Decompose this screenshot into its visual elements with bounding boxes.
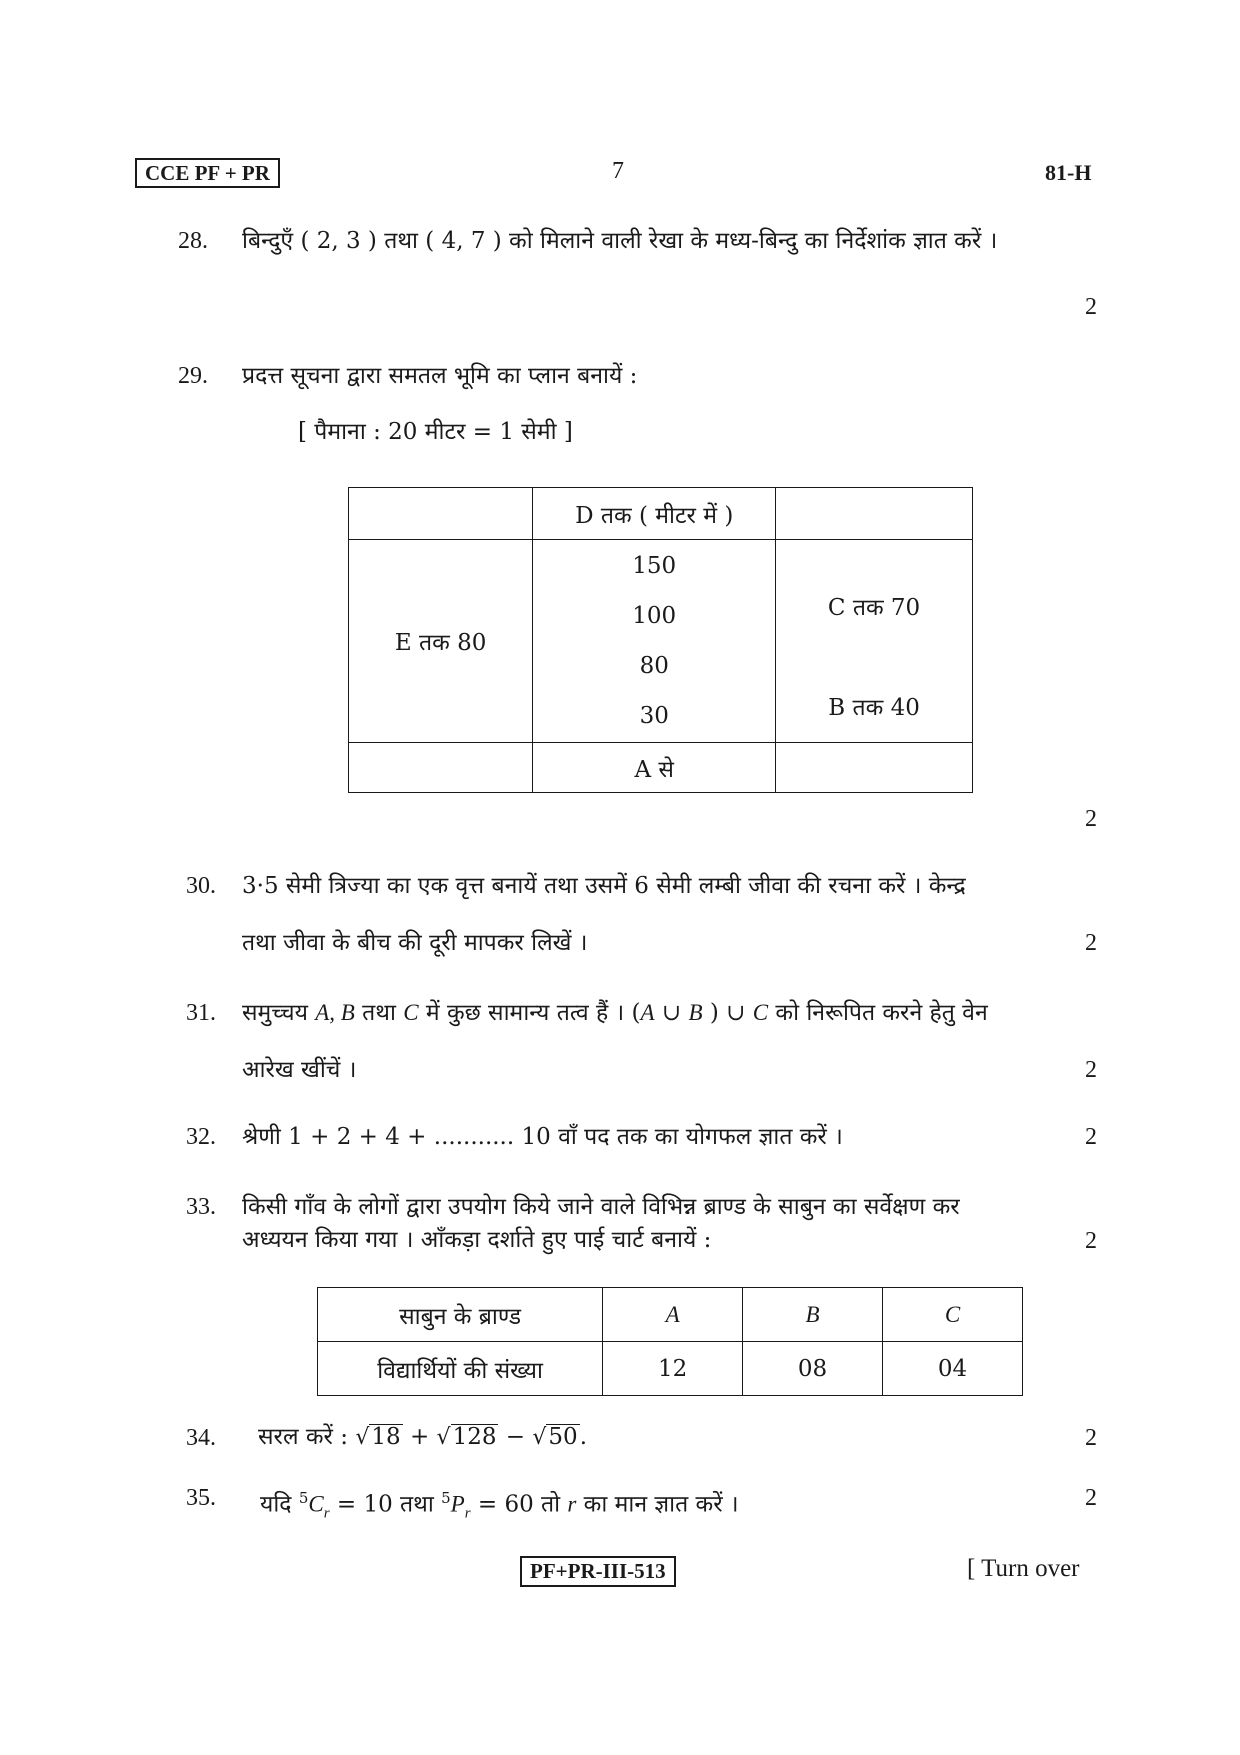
question-30-marks: 2 xyxy=(1085,930,1097,956)
q35-sub: r xyxy=(464,1505,471,1522)
question-29-scale: [ पैमाना : 20 मीटर = 1 सेमी ] xyxy=(298,419,573,445)
question-32-text: श्रेणी 1 + 2 + 4 + ........... 10 वाँ पद तक का योगफल ज्ञात करें । xyxy=(242,1124,843,1150)
q31-part: ) ∪ xyxy=(702,1000,753,1026)
question-35-text xyxy=(260,1483,739,1528)
q35-part: r xyxy=(567,1491,577,1517)
question-33-number: 33. xyxy=(186,1194,216,1220)
soap-count: 04 xyxy=(883,1342,1023,1396)
question-34-marks: 2 xyxy=(1085,1425,1097,1451)
sqrt-icon: √ xyxy=(355,1425,370,1450)
q31-part: A, B xyxy=(315,1000,355,1025)
page-number: 7 xyxy=(612,158,624,184)
q31-part: C xyxy=(403,1000,419,1025)
plan-table-cell xyxy=(349,488,533,540)
question-34-expression xyxy=(258,1422,587,1453)
question-34-number: 34. xyxy=(186,1425,216,1451)
question-31-number: 31. xyxy=(186,1000,216,1026)
q34-end: . xyxy=(579,1424,587,1450)
plan-table xyxy=(348,487,973,793)
soap-brand: A xyxy=(603,1288,743,1342)
question-35-number: 35. xyxy=(186,1485,216,1511)
question-31-marks: 2 xyxy=(1085,1057,1097,1083)
q35-part: यदि xyxy=(260,1491,292,1518)
question-30-line2: तथा जीवा के बीच की दूरी मापकर लिखें । xyxy=(242,930,588,956)
question-31-line1 xyxy=(242,998,988,1028)
plan-table-header-mid: D तक ( मीटर में ) xyxy=(533,488,776,540)
question-28-marks: 2 xyxy=(1085,294,1097,320)
plan-value: 150 xyxy=(632,553,677,579)
sqrt-icon: √ xyxy=(436,1425,451,1450)
plan-value: 100 xyxy=(632,603,677,629)
plan-table-cell xyxy=(776,743,973,793)
q35-part: P xyxy=(450,1491,465,1517)
q31-part: में कुछ सामान्य तत्व हैं । ( xyxy=(425,1000,641,1026)
q35-sub: r xyxy=(323,1505,330,1522)
header-right-code: 81-H xyxy=(1045,160,1092,185)
q34-radicand: 50 xyxy=(548,1424,578,1450)
footer-code: PF+PR-III-513 xyxy=(520,1556,676,1587)
soap-brand: C xyxy=(883,1288,1023,1342)
plan-value: 80 xyxy=(639,653,669,679)
soap-brand: B xyxy=(743,1288,883,1342)
question-30-number: 30. xyxy=(186,873,216,899)
question-29-text: प्रदत्त सूचना द्वारा समतल भूमि का प्लान बनायें : xyxy=(242,363,638,389)
q34-radicand: 128 xyxy=(452,1424,497,1450)
q34-op: − xyxy=(505,1424,526,1450)
q34-op: + xyxy=(409,1424,430,1450)
q31-part: तथा xyxy=(362,1000,396,1026)
question-33-marks: 2 xyxy=(1085,1228,1097,1254)
plan-table-left-label xyxy=(349,540,533,743)
q31-part: समुच्चय xyxy=(242,1000,308,1026)
plan-right-top: C तक 70 xyxy=(827,595,921,621)
q34-radicand: 18 xyxy=(371,1424,401,1450)
turn-over: [ Turn over xyxy=(967,1555,1080,1582)
plan-right-bottom: B तक 40 xyxy=(828,695,920,721)
q31-part: A xyxy=(640,1000,655,1025)
question-29-number: 29. xyxy=(178,363,208,389)
q35-sup: 5 xyxy=(441,1489,451,1507)
plan-table-cell xyxy=(349,743,533,793)
plan-value: 30 xyxy=(639,703,669,729)
q35-part: C xyxy=(308,1491,324,1517)
question-33-line1: किसी गाँव के लोगों द्वारा उपयोग किये जाने वाले विभिन्न ब्राण्ड के साबुन का सर्वेक्षण कर xyxy=(242,1194,960,1220)
plan-table-right-cell xyxy=(776,540,973,743)
soap-count: 08 xyxy=(743,1342,883,1396)
question-31-line2: आरेख खींचें । xyxy=(242,1057,357,1083)
plan-table-footer-mid: A से xyxy=(533,743,776,793)
question-32-marks: 2 xyxy=(1085,1124,1097,1150)
soap-table xyxy=(317,1287,1023,1396)
question-33-line2: अध्ययन किया गया । आँकड़ा दर्शाते हुए पाई चार्ट बनायें : xyxy=(242,1227,712,1253)
plan-table-values-cell xyxy=(533,540,776,743)
plan-left-label: E तक 80 xyxy=(394,630,487,656)
soap-row1-label: साबुन के ब्राण्ड xyxy=(318,1288,603,1342)
question-28-text: बिन्दुएँ ( 2, 3 ) तथा ( 4, 7 ) को मिलाने वाली रेखा के मध्य-बिन्दु का निर्देशांक ज्ञात करें । xyxy=(242,228,998,254)
question-28-number: 28. xyxy=(178,228,208,254)
question-30-line1: 3·5 सेमी त्रिज्या का एक वृत्त बनायें तथा उसमें 6 सेमी लम्बी जीवा की रचना करें । केन्द्र xyxy=(242,873,966,899)
sqrt-icon: √ xyxy=(532,1425,547,1450)
header-left-code: CCE PF + PR xyxy=(135,158,280,188)
q35-part: का मान ज्ञात करें । xyxy=(576,1491,739,1518)
q31-part: C xyxy=(752,1000,769,1025)
q35-part: = 10 तथा xyxy=(329,1491,442,1518)
soap-row2-label: विद्यार्थियों की संख्या xyxy=(318,1342,603,1396)
soap-count: 12 xyxy=(603,1342,743,1396)
question-32-number: 32. xyxy=(186,1124,216,1150)
q35-sup: 5 xyxy=(298,1489,309,1507)
plan-table-cell xyxy=(776,488,973,540)
q35-part: = 60 तो xyxy=(470,1491,568,1518)
q34-prefix: सरल करें : xyxy=(258,1424,348,1450)
question-35-marks: 2 xyxy=(1085,1485,1097,1511)
q31-part: को निरूपित करने हेतु वेन xyxy=(775,1000,988,1026)
q31-part: B xyxy=(688,1000,703,1025)
question-29-marks: 2 xyxy=(1085,806,1097,832)
q31-part: ∪ xyxy=(654,1000,689,1026)
